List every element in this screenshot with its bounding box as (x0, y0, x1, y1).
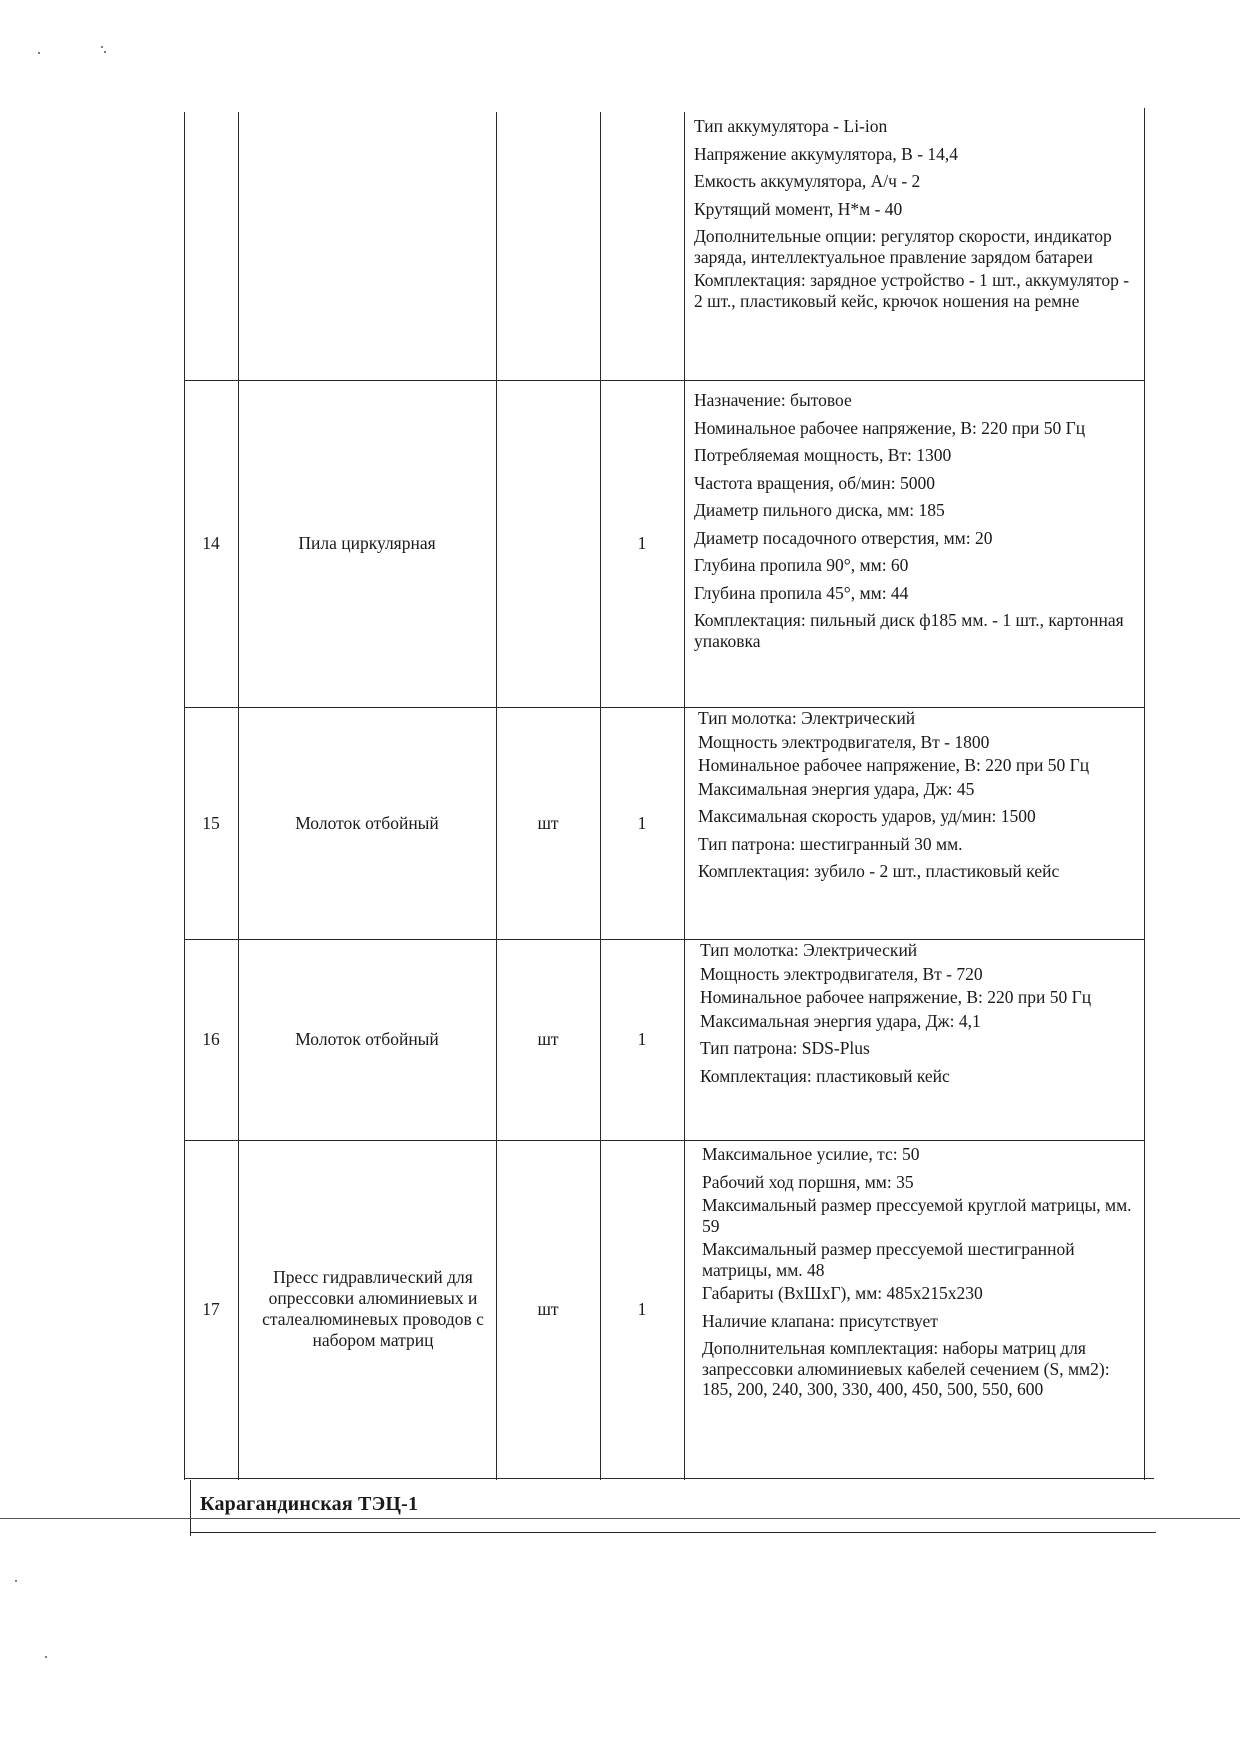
spec-line: Крутящий момент, Н*м - 40 (694, 198, 903, 219)
spec-line: Тип аккумулятора - Li-ion (694, 116, 888, 136)
spec-line: Номинальное рабочее напряжение, В: 220 при 50 Гц (698, 755, 1090, 775)
scan-speck (15, 1580, 17, 1582)
scan-speck (101, 46, 103, 48)
spec-line: Максимальная энергия удара, Дж: 45 (698, 778, 975, 799)
item-name: Пила циркулярная (298, 533, 436, 553)
spec-line: Рабочий ход поршня, мм: 35 (702, 1171, 914, 1192)
row-number: 14 (202, 533, 220, 553)
row-number: 17 (202, 1298, 220, 1319)
item-unit: шт (537, 1298, 559, 1319)
spec-list (694, 116, 1139, 314)
spec-line: Комплектация: зарядное устройство - 1 шт., аккумулятор - 2 шт., пластиковый кейс, крючок ношения на ремне (694, 270, 1130, 311)
table-border-bottom (184, 1478, 1154, 1479)
item-quantity: 1 (637, 533, 647, 553)
spec-list (698, 708, 1139, 885)
spec-line: Максимальная энергия удара, Дж: 4,1 (700, 1010, 981, 1031)
item-quantity: 1 (637, 812, 647, 833)
item-unit (496, 380, 600, 707)
scan-speck (38, 52, 40, 54)
spec-line: Диаметр посадочного отверстия, мм: 20 (694, 527, 993, 548)
item-unit: шт (537, 1029, 559, 1049)
item-name: Пресс гидравлический для опрессовки алюминиевых и сталеалюминевых проводов с набором матриц (262, 1267, 484, 1350)
spec-line: Комплектация: пильный диск ф185 мм. - 1 шт., картонная упаковка (694, 610, 1124, 651)
column-divider (684, 112, 685, 1480)
spec-line: Тип молотка: Электрический (700, 940, 918, 960)
spec-line: Максимальный размер прессуемой шестигранной матрицы, мм. 48 (702, 1239, 1075, 1280)
spec-line: Дополнительная комплектация: наборы матриц для запрессовки алюминиевых кабелей сечением (S, мм2): 185, 200, 240, 300, 330, 400, 450, 500, 550, 600 (702, 1338, 1110, 1399)
spec-line: Дополнительные опции: регулятор скорости, индикатор заряда, интеллектуальное правление зарядом батареи (694, 226, 1112, 267)
item-name: Молоток отбойный (295, 812, 439, 833)
item-name: Молоток отбойный (295, 1029, 439, 1049)
spec-line: Номинальное рабочее напряжение, В: 220 при 50 Гц (700, 987, 1092, 1007)
spec-list (700, 940, 1139, 1089)
scan-speck (104, 51, 106, 53)
item-quantity: 1 (637, 1298, 647, 1319)
spec-line: Номинальное рабочее напряжение, В: 220 при 50 Гц (694, 417, 1086, 438)
spec-line: Глубина пропила 90°, мм: 60 (694, 555, 909, 575)
spec-line: Потребляемая мощность, Вт: 1300 (694, 445, 952, 465)
item-quantity: 1 (637, 1029, 647, 1049)
section-title: Карагандинская ТЭЦ-1 (200, 1493, 419, 1515)
section-divider (0, 1518, 1240, 1519)
scan-speck (45, 1656, 47, 1658)
item-unit: шт (537, 812, 559, 833)
spec-line: Комплектация: зубило - 2 шт., пластиковый кейс (698, 861, 1060, 881)
spec-line: Глубина пропила 45°, мм: 44 (694, 582, 909, 603)
spec-line: Тип патрона: SDS-Plus (700, 1038, 870, 1058)
spec-list (702, 1144, 1142, 1403)
spec-line: Комплектация: пластиковый кейс (700, 1065, 950, 1086)
spec-line: Максимальное усилие, тс: 50 (702, 1144, 920, 1164)
row-number: 15 (202, 812, 220, 833)
spec-line: Частота вращения, об/мин: 5000 (694, 472, 935, 493)
spec-line: Тип патрона: шестигранный 30 мм. (698, 833, 963, 854)
footer-border-left (190, 1480, 191, 1536)
spec-line: Мощность электродвигателя, Вт - 720 (700, 963, 983, 984)
spec-line: Емкость аккумулятора, А/ч - 2 (694, 171, 921, 191)
spec-line: Тип молотка: Электрический (698, 708, 916, 728)
spec-line: Максимальная скорость ударов, уд/мин: 1500 (698, 806, 1036, 826)
section-border-bottom (190, 1532, 1156, 1533)
spec-line: Напряжение аккумулятора, В - 14,4 (694, 143, 959, 164)
spec-line: Мощность электродвигателя, Вт - 1800 (698, 731, 990, 752)
spec-line: Наличие клапана: присутствует (702, 1310, 938, 1331)
row-number: 16 (202, 1029, 220, 1049)
spec-line: Назначение: бытовое (694, 390, 852, 410)
spec-line: Диаметр пильного диска, мм: 185 (694, 500, 945, 520)
spec-line: Максимальный размер прессуемой круглой матрицы, мм. 59 (702, 1195, 1132, 1236)
spec-line: Габариты (ВхШхГ), мм: 485x215x230 (702, 1283, 983, 1303)
table-border-right (1144, 108, 1145, 1480)
spec-list (694, 390, 1139, 654)
